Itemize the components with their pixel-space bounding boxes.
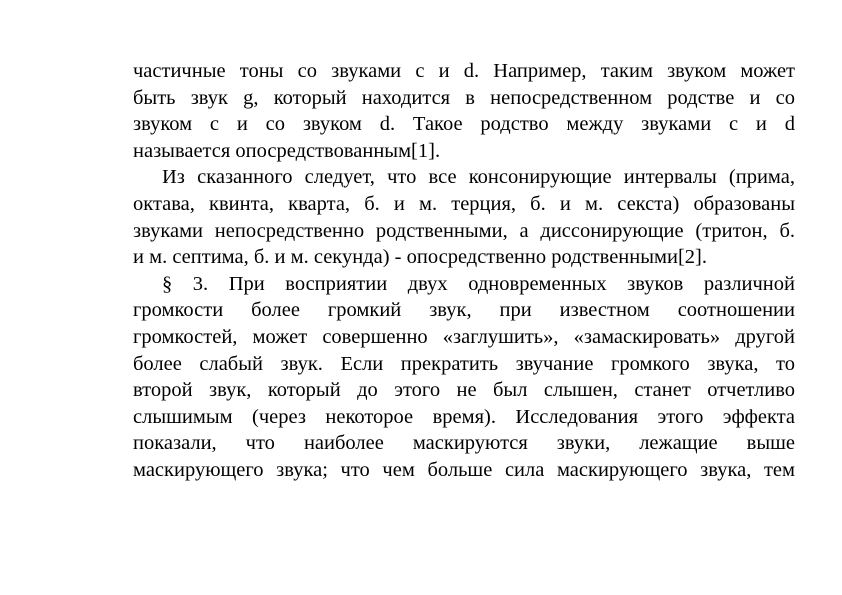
text-line: и м. септима, б. и м. секунда) - опосредственно родственными[2]. <box>133 246 707 269</box>
text-line: быть звук g, который находится в непосредственном родстве и со <box>133 86 795 109</box>
paragraph-2 <box>133 164 795 270</box>
paragraph-1 <box>133 58 795 164</box>
text-line: громкости более громкий звук, при известном соотношении <box>133 299 795 322</box>
paragraph-3 <box>133 271 795 484</box>
text-line: звуками непосредственно родственными, а диссонирующие (тритон, б. <box>133 219 795 242</box>
text-line: показали, что наиболее маскируются звуки, лежащие выше <box>133 432 795 455</box>
text-line: звуком с и со звуком d. Такое родство между звуками с и d <box>133 113 795 136</box>
body-text <box>133 58 795 484</box>
text-line: громкостей, может совершенно «заглушить», «замаскировать» другой <box>133 325 795 348</box>
text-line: Из сказанного следует, что все консонирующие интервалы (прима, <box>162 166 795 189</box>
text-line: более слабый звук. Если прекратить звучание громкого звука, то <box>133 352 795 375</box>
text-line: § 3. При восприятии двух одновременных звуков различной <box>162 272 795 295</box>
text-line: второй звук, который до этого не был слышен, станет отчетливо <box>133 379 795 402</box>
text-line: называется опосредствованным[1]. <box>133 139 441 162</box>
text-line: слышимым (через некоторое время). Исследования этого эффекта <box>133 405 795 428</box>
text-line: маскирующего звука; что чем больше сила маскирующего звука, тем <box>133 458 795 481</box>
text-line: октава, квинта, кварта, б. и м. терция, б. и м. секста) образованы <box>133 192 795 215</box>
text-line: частичные тоны со звуками с и d. Например, таким звуком может <box>133 60 795 82</box>
